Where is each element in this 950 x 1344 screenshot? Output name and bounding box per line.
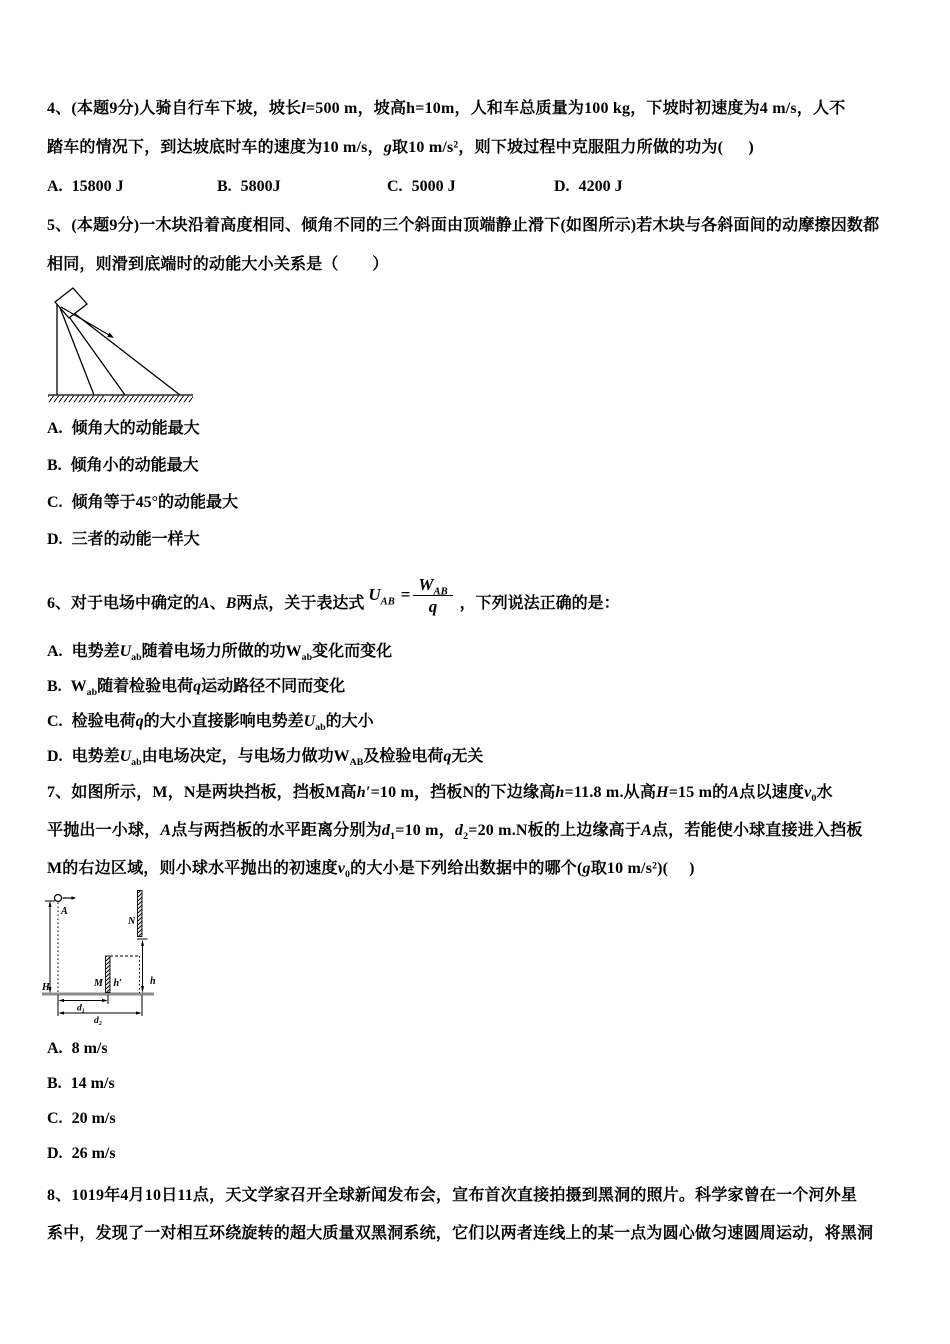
q5-option-A <box>47 410 912 447</box>
option-text: 倾角小的动能最大 <box>70 457 199 474</box>
option-text: 8 m/s <box>71 1040 108 1057</box>
option-label: D. <box>47 748 63 765</box>
ground-hatch-left <box>48 396 106 403</box>
d2-arrow-right <box>136 1011 142 1014</box>
formula-numerator <box>413 574 452 596</box>
formula-denominator: q <box>428 597 438 616</box>
q5-option-C <box>47 484 912 521</box>
option-label: C. <box>47 494 63 511</box>
option-text: $W_{ab}$随着检验电荷q运动路径不同而变化 <box>70 678 346 699</box>
ball <box>55 895 62 902</box>
board-m <box>106 956 111 993</box>
board-m-label: M <box>94 978 103 989</box>
question-6 <box>47 560 912 774</box>
option-label: D. <box>554 178 570 195</box>
option-label: B. <box>47 1075 62 1092</box>
q7-options <box>47 1031 912 1171</box>
option-label: A. <box>47 643 63 660</box>
option-label: A. <box>47 178 63 195</box>
question-5 <box>47 206 912 558</box>
q6-option-C <box>47 704 912 739</box>
q4-option-D <box>554 167 623 206</box>
option-text: 倾角大的动能最大 <box>71 420 200 437</box>
option-text: 5800J <box>240 178 281 195</box>
velocity-arrowhead <box>107 333 114 339</box>
q5-stem-line-1: 5、(本题9分)一木块沿着高度相同、倾角不同的三个斜面由顶端静止滑下(如图所示)若木块与各斜面间的动摩擦因数都 <box>47 217 880 234</box>
d1-arrow-right <box>102 999 108 1002</box>
ground-hatch-right <box>109 396 193 403</box>
h-arrow-down <box>141 986 144 993</box>
q5-option-B <box>47 447 912 484</box>
q7-option-D <box>47 1136 912 1171</box>
question-4 <box>47 89 912 206</box>
option-text: 三者的动能一样大 <box>71 531 200 548</box>
q7-stem <box>47 774 912 888</box>
formula-U-sub: AB <box>380 595 395 607</box>
q4-option-C <box>387 167 554 206</box>
q5-inclines-figure <box>47 286 197 408</box>
option-label: A. <box>47 1040 63 1057</box>
option-text: 26 m/s <box>71 1145 116 1162</box>
board-n <box>138 891 143 937</box>
option-text: 15800 J <box>71 178 124 195</box>
option-label: A. <box>47 420 63 437</box>
q7-stem-line-2: 平抛出一小球，A点与两挡板的水平距离分别为$d_1=10$ m，$d_2=20$ m.N板的上边缘高于A点，若能使小球直接进入挡板 <box>47 822 863 843</box>
option-label: D. <box>47 1145 63 1162</box>
q5-stem-line-2: 相同，则滑到底端时的动能大小关系是（ ） <box>47 256 389 273</box>
h-total-label: H <box>42 982 50 993</box>
q6-option-B <box>47 669 912 704</box>
option-label: B. <box>47 457 62 474</box>
q8-stem-line-1: 8、1019年4月10日11点，天文学家召开全球新闻发布会，宣布首次直接拍摄到黑洞的照片。科学家曾在一个河外星 <box>47 1187 858 1204</box>
option-text: 20 m/s <box>71 1110 116 1127</box>
board-m-height-label: h′ <box>113 978 122 989</box>
q6-options <box>47 634 912 774</box>
q6-stem-suffix: ，下列说法正确的是： <box>459 595 620 612</box>
d1-arrow-left <box>58 999 64 1002</box>
option-label: C. <box>387 178 403 195</box>
option-label: D. <box>47 531 63 548</box>
d2-label: d₂ <box>94 1016 103 1026</box>
question-7 <box>42 774 912 1171</box>
formula-lhs <box>368 585 394 605</box>
question-8 <box>47 1177 912 1253</box>
uab-formula <box>368 574 452 615</box>
board-n-height-label: h <box>150 976 156 987</box>
q7-option-C <box>47 1101 912 1136</box>
q7-projectile-figure <box>42 889 164 1027</box>
formula-W: W <box>418 575 434 594</box>
q5-option-D <box>47 521 912 558</box>
d2-arrow-left <box>58 1011 64 1014</box>
launch-arrowhead <box>72 896 77 899</box>
board-n-label: N <box>128 916 136 927</box>
q6-stem-prefix: 6、对于电场中确定的A、B两点，关于表达式 <box>47 595 365 612</box>
option-label: B. <box>217 178 232 195</box>
option-text: 4200 J <box>578 178 623 195</box>
option-text: 电势差$U_{ab}$由电场决定，与电场力做功$W_{AB}$及检验电荷q无关 <box>71 748 484 769</box>
option-label: C. <box>47 1110 63 1127</box>
q6-option-D <box>47 739 912 774</box>
q4-stem-line-2: 踏车的情况下，到达坡底时车的速度为10 m/s，g取10 m/s²，则下坡过程中克服阻力所做的功为( ) <box>47 139 754 156</box>
q4-option-A <box>47 167 217 206</box>
option-label: B. <box>47 678 62 695</box>
q7-option-A <box>47 1031 912 1066</box>
q5-options <box>47 410 912 558</box>
option-text: 14 m/s <box>70 1075 115 1092</box>
option-text: 检验电荷q的大小直接影响电势差$U_{ab}$的大小 <box>71 713 374 734</box>
q6-option-A <box>47 634 912 669</box>
option-text: 倾角等于45°的动能最大 <box>71 494 238 511</box>
q8-stem-line-2: 系中，发现了一对相互环绕旋转的超大质量双黑洞系统，它们以两者连线上的某一点为圆心做匀速圆周运动，将黑洞 <box>47 1225 874 1242</box>
d1-label: d₁ <box>77 1003 86 1014</box>
formula-W-sub: AB <box>433 586 448 598</box>
formula-equals: = <box>400 584 411 604</box>
option-text: 电势差$U_{ab}$随着电场力所做的功$W_{ab}$变化而变化 <box>71 643 393 664</box>
formula-fraction <box>413 574 452 615</box>
q7-stem-line-1: 7、如图所示，M，N是两块挡板，挡板M高h′=10 m，挡板N的下边缘高h=11.8 m.从高H=15 m的A点以速度$v_0$水 <box>47 784 833 805</box>
q7-option-B <box>47 1066 912 1101</box>
q4-option-B <box>217 167 387 206</box>
point-a-label: A <box>61 906 68 917</box>
q7-stem-line-3: M的右边区域，则小球水平抛出的初速度$v_0$的大小是下列给出数据中的哪个(g取10 m/s²)( ) <box>47 860 695 881</box>
option-label: C. <box>47 713 63 730</box>
h-arrow-up <box>141 940 144 946</box>
formula-U: U <box>368 584 381 604</box>
velocity-arrow <box>61 307 109 335</box>
q6-stem <box>47 560 912 618</box>
q4-options <box>47 167 912 206</box>
option-text: 5000 J <box>411 178 456 195</box>
q4-stem-line-1: 4、(本题9分)人骑自行车下坡，坡长l=500 m，坡高h=10m，人和车总质量为100 kg，下坡时初速度为4 m/s，人不 <box>47 100 846 117</box>
